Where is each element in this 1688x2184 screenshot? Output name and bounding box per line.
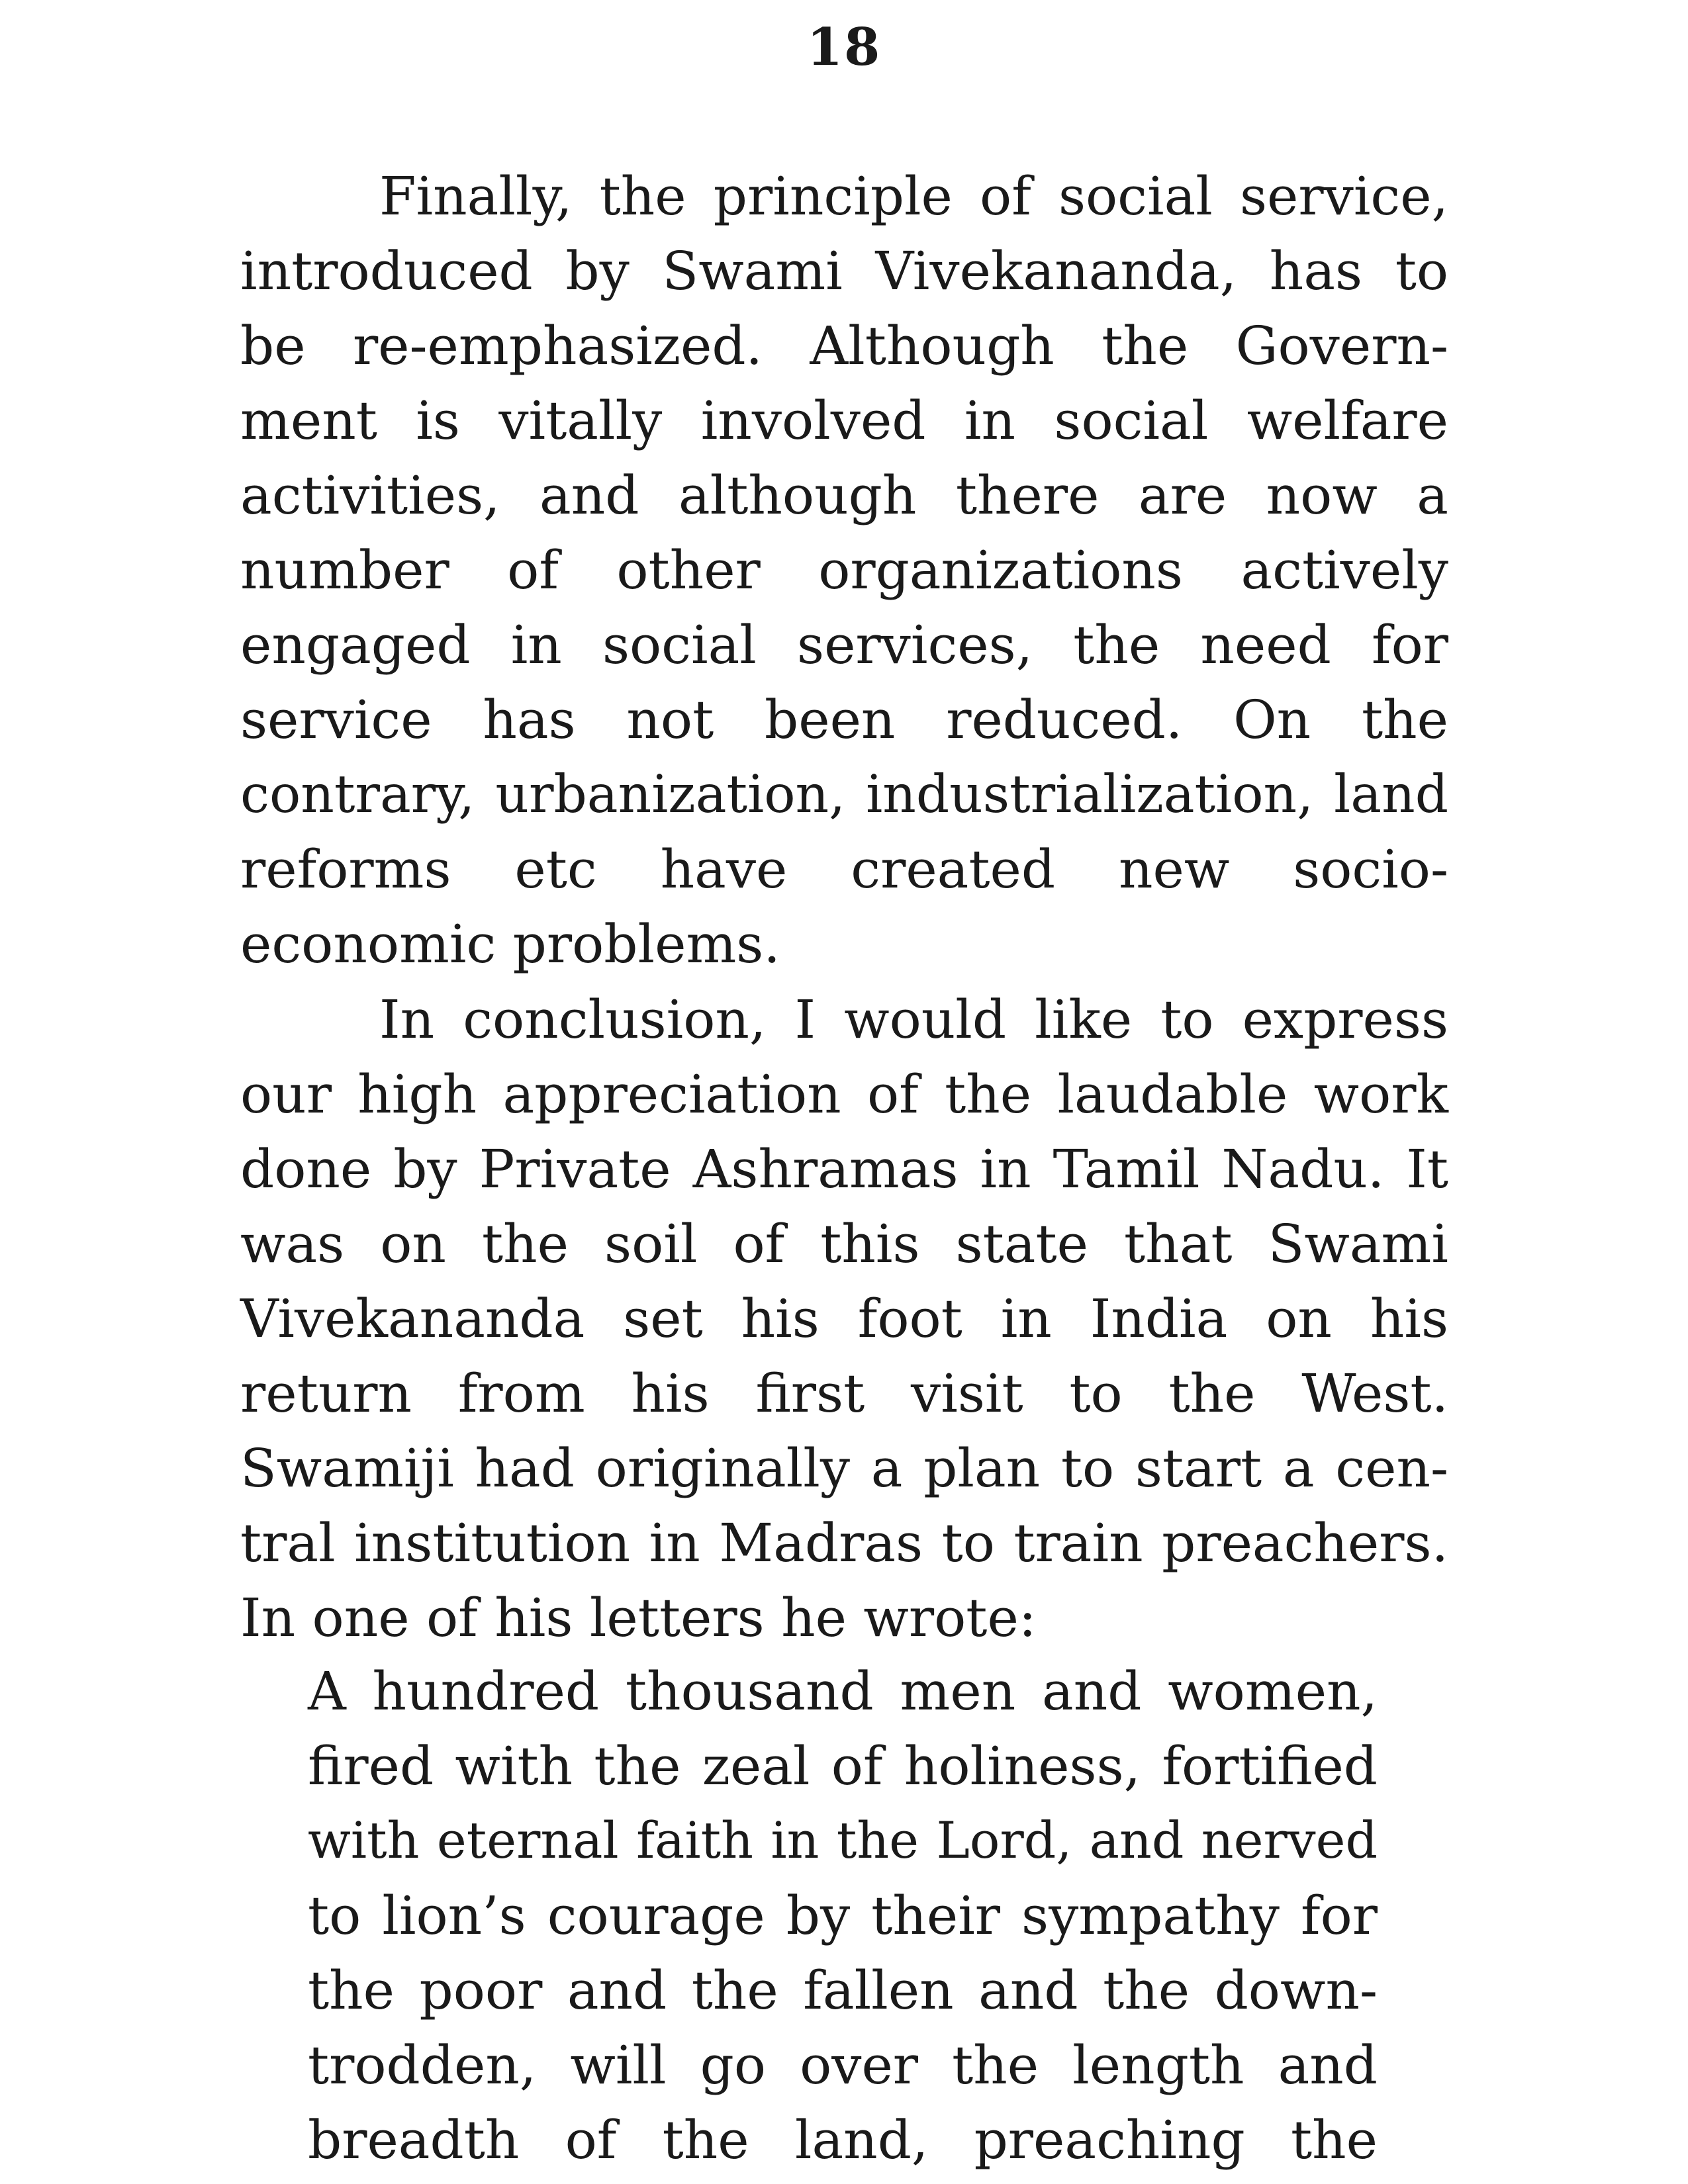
text-line: was on the soil of this state that Swami [240,1213,1448,1275]
text-line: our high appreciation of the laudable work [240,1064,1448,1125]
paragraph-conclusion [240,982,1448,1655]
text-line: In conclusion, I would like to express [379,989,1448,1050]
quote-line: A hundred thousand men and women, [308,1661,1378,1722]
text-line: In one of his letters he wrote: [240,1587,1037,1649]
quote-line: to lion’s courage by their sympathy for [308,1885,1378,1946]
text-line: Finally, the principle of social service, [379,165,1448,227]
text-line: return from his first visit to the West. [240,1363,1448,1424]
text-line: reforms etc have created new socio- [240,839,1448,900]
text-line: contrary, urbanization, industrialization, land [240,764,1448,825]
text-line: engaged in social services, the need for [240,614,1448,676]
quote-line: trodden, will go over the length and [308,2034,1378,2096]
text-line: done by Private Ashramas in Tamil Nadu. It [240,1138,1448,1200]
quote-line: with eternal faith in the Lord, and nerved [308,1811,1378,1870]
text-line: Vivekananda set his foot in India on his [240,1288,1448,1349]
text-line: Swamiji had originally a plan to start a cen- [240,1437,1448,1499]
quote-line: fired with the zeal of holiness, fortified [308,1735,1378,1797]
text-line: introduced by Swami Vivekananda, has to [240,240,1448,302]
text-line: tral institution in Madras to train preachers. [240,1512,1448,1574]
block-quote [308,1654,1378,2177]
text-line: ment is vitally involved in social welfare [240,390,1448,451]
paragraph-social-service [240,159,1448,981]
quote-line: breadth of the land, preaching the [308,2109,1378,2171]
page-number: 18 [806,17,882,77]
text-line: service has not been reduced. On the [240,689,1448,751]
text-line: economic problems. [240,913,780,975]
text-line: be re-emphasized. Although the Govern- [240,315,1448,377]
quote-line: the poor and the fallen and the down- [308,1960,1378,2021]
text-line: activities, and although there are now a [240,465,1448,526]
text-line: number of other organizations actively [240,539,1448,601]
